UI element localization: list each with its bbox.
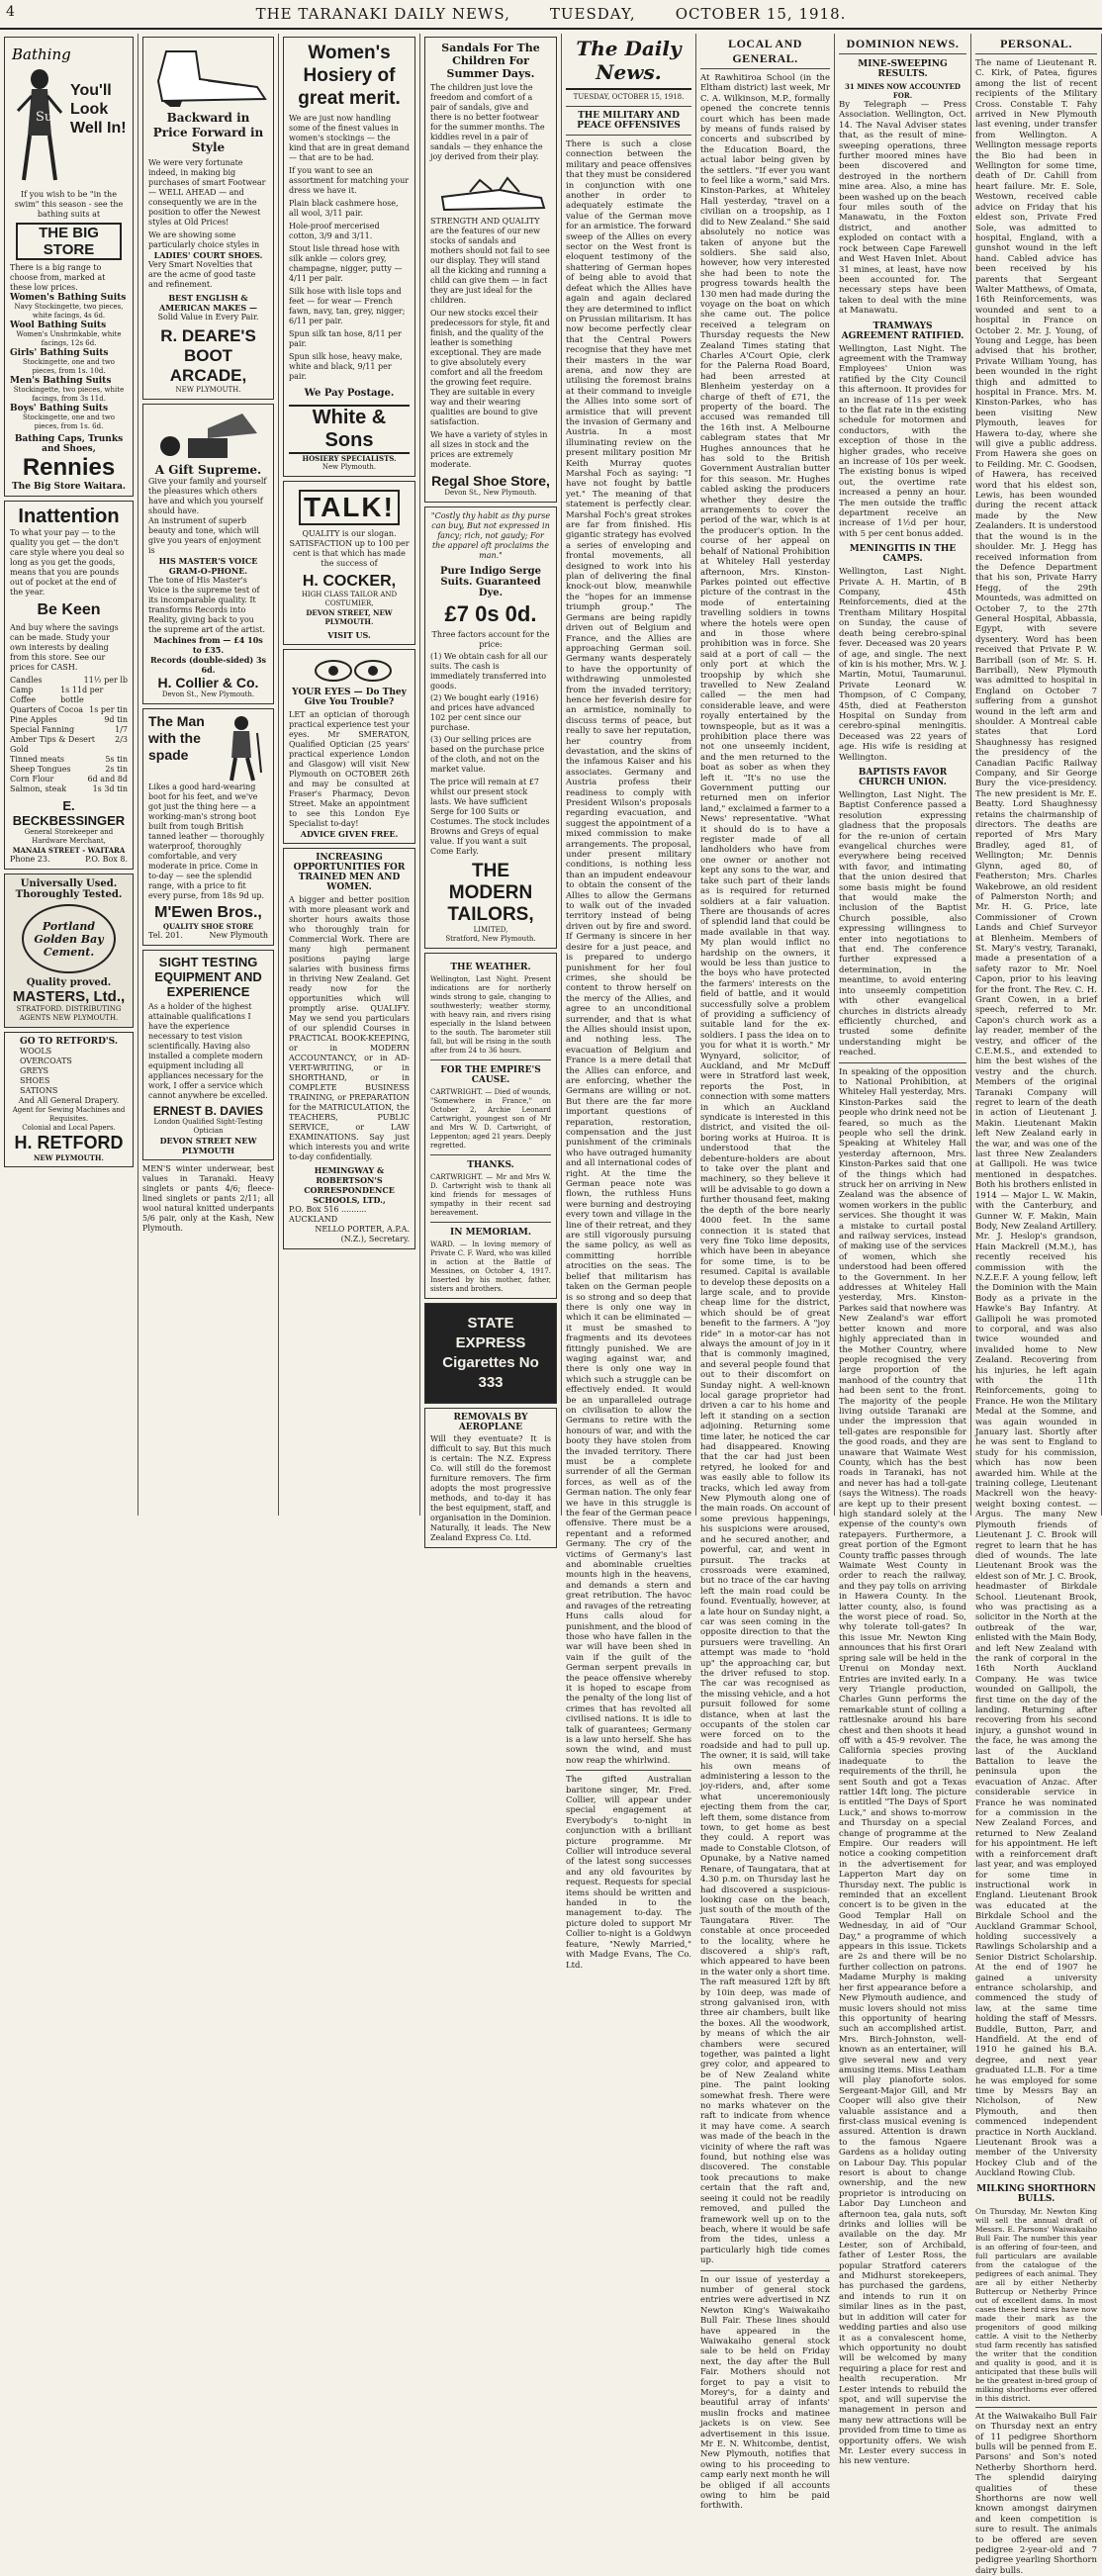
column-1 (0, 34, 138, 1516)
dominion-news-heading: DOMINION NEWS. (839, 37, 966, 54)
factor-item: (3) Our selling prices are based on the purchase price of the cloth, and not on the market value. (430, 735, 545, 774)
white-place: New Plymouth. (321, 463, 377, 471)
davies-name: ERNEST B. DAVIES (152, 1104, 264, 1118)
gramophone-illustration (148, 409, 275, 463)
bathing-suits-ad (4, 37, 134, 497)
masthead: The Daily News. (566, 37, 691, 90)
list-item: Women's Bathing Suits Navy Stockingette, two pieces, white facings, 4s 6d. (10, 293, 127, 320)
cocker-ad (283, 481, 415, 645)
sight-heading: SIGHT TESTING EQUIPMENT AND EXPERIENCE (154, 955, 262, 999)
modern-sub: LIMITED, (473, 926, 508, 934)
solid-value: Solid Value in Every Pair. (157, 313, 259, 322)
retford-list: WOOLS OVERCOATS GREYS SHOES SATIONS (20, 1047, 72, 1095)
beckbessinger-name: E. BECKBESSINGER (12, 798, 126, 828)
modern-place: Stratford, New Plymouth. (445, 935, 536, 943)
quality-proved: Quality proved. (26, 977, 112, 988)
rennies-sub: The Big Store Waitara. (11, 482, 127, 492)
empire-text: CARTWRIGHT. — Died of wounds, "Somewhere in France," on October 2, Archie Leonard Cartwright, youngest son of Mr and Mrs W. D. Cartwright, of Leppenton; aged 21 years. Deeply regretted. (430, 1088, 551, 1150)
hosiery-ad (283, 37, 415, 477)
sandals-ad (424, 37, 557, 503)
mewen-contact: Tel. 201. New Plymouth (148, 931, 268, 940)
column-2 (138, 34, 279, 1516)
swim-note: If you wish to be "in the swim" this season - see the bathing suits at (14, 190, 124, 219)
bathing-items-list (10, 293, 128, 431)
white-sub: HOSIERY SPECIALISTS. (302, 454, 397, 463)
showing-text: We are showing some particularly choice styles in (148, 230, 260, 249)
column-7-dominion (835, 34, 971, 2467)
be-keen-text: And buy where the savings can be made. Study your own interests by dealing from this store. See our prices for CASH. (10, 623, 119, 672)
modern-tailors-ad (424, 506, 557, 949)
gift-heading: A Gift Supreme. (154, 463, 262, 477)
removals-heading: REMOVALS BY AEROPLANE (453, 1413, 528, 1432)
editorial-text: There is such a close connection between the military and peace offensives that they must be considered in conjunction with one another in order to adequately estimate the value of the German move for an armistice. The forward sweep of the Allies on every sector on the West front is eloquent testimony of the shattering of German hopes of being able to avoid that defeat which the Allies have again and again declared they are determined to inflict on Prussian militarism. It has now become perfectly clear that the Central Powers recognise that they have met their masters in the war arena, and now they are utilising the foremost brains at their command to inveigle the Allies into some sort of armistice that will prevent the invasion of Germany and Austria. In a most illuminating review on the present military position Mr Keith Murray quotes Marshal Foch as saying: "I have not fought by battle yet." The meaning of that statement is perfectly clear. Marshal Foch's great strokes are far from finished. His gigantic strategy has evolved a series of enveloping and frontal movements, all designed to work into his plan of delivering the final knock-out blow, meanwhile the "hopes for an immense triumph group." The Germans are being rapidly driven out of Belgium and France, and the Allies are approaching German soil. Germany wants desperately to have the opportunity of withdrawing unmolested from the invaded territory; hence her feverish desire for an armistice, nominally to discuss terms of peace, but really to save her reputation, her country from devastation, and the skins of the infamous Kaiser and his associates. Germany and Austria profess their readiness to comply with President Wilson's proposals regarding evacuation, and suggest the appointment of a mixed commission to make arrangements. The proposal, under present military conditions, is nothing less than an impudent endeavour to obtain the consent of the Allies to allow the Germans to walk out of the invaded territory instead of being driven out by fire and sword. If Germany is sincere in her desire for a just peace, and is prepared to undergo punishment for her foul crimes, she should be content to throw herself on the mercy of the Allies, and agree to an unconditional surrender, and that is what the Allies should insist upon, and nothing less. The evacuation of Belgium and France is a mere detail that the Allies can enforce, and are enforcing, whether the Germans are willing or not. But there are the far more important questions of reparation, restoration, compensation and the just punishment of the criminals who have outraged humanity and all international codes of right. At the time the German peace note was flown, the ruthless Huns were burning and destroying every town and village in the line of their retreat, and they are still vigorously pursuing the same policy, as well as committing horrible atrocities on the seas. The belief that militarism has taken on the German people is so strong and so deep that there is only one way in which it can be eliminated — it must be smashed to fragments and its devotees fittingly punished. We are waging against war, and there is only one way in which such a struggle can be effectively ended. It would be an unparalleled outrage on civilisation to allow the Germans to retire with the honours of war, and with the booty they have stolen from the invaded territory. There must be a complete surrender of all the German forces, as well as of the German nation. The only fear we have in this struggle is the fear of the German peace offensive. There must be a repentant and a reformed Germany. The cry of the victims of Germany's last and abominable cruelties mounts high in the heavens, and demands a stern and great retribution. The havoc and ravages of the retreating Huns calls aloud for punishment, and the blood of those who have fallen in the war will have been shed in vain if the guilt of the German serpent prevails in the peace offensive whereby it is hoped to escape from the penalty of the long list of crimes that has revolted all civilised nations. It is idle to talk of guarantees; Germany is a law unto herself. She has sown the wind, and must now reap the whirlwind. (566, 139, 691, 1766)
styles-text: Our new stocks excel their predecessors for style, fit and finish, and the quality of the leather is something exceptional. They are made to give absolutely every comfort and all the freedom the growing feet require. They are suitable in every way and their wearing qualities are bound to give satisfaction. (430, 309, 550, 426)
deare-ad (142, 37, 274, 400)
list-item: Corn Flour 6d and 8d (10, 775, 128, 783)
regal-name: Regal Shoe Store, (431, 473, 550, 489)
retford-go: GO TO RETFORD'S. (20, 1037, 118, 1047)
range-note: There is a big range to choose from, marked at these low prices. (10, 263, 106, 292)
list-item: Boys' Bathing Suits Stockingette, one and two pieces, from 1s. 6d. (10, 404, 116, 430)
list-item: Spun silk tan hose, 8/11 per pair. (289, 329, 402, 348)
list-item: Pine Apples 9d tin (10, 715, 128, 724)
list-item: Candles 11½ per lb (10, 676, 128, 685)
cocker-place: DEVON STREET, NEW PLYMOUTH. (306, 608, 393, 626)
bathing-figure-illustration (10, 42, 71, 190)
masters-sub: STRATFORD. DISTRIBUTING AGENTS NEW PLYMOUTH. (16, 1005, 122, 1022)
spade-ad (142, 708, 274, 946)
retford-papers: Colonial and Local Papers. (22, 1124, 116, 1132)
list-item: Amber Tips & Desert Gold 2/3 (10, 735, 128, 754)
beck-sub: General Storekeeper and Hardware Merchant, (24, 828, 114, 845)
column-3 (279, 34, 420, 1516)
sandal-illustration (430, 162, 559, 217)
issue-day: TUESDAY, (549, 5, 636, 23)
hemingway-box: P.O. Box 516 .......... AUCKLAND (289, 1205, 367, 1224)
collier-concert-text: The gifted Australian baritone singer, Mr. Fred. Collier, will appear under special engagement at Everybody's to-night in conjunction with a brilliant picture programme. Mr Collier will introduce several of the latest song successes and any old favourites by request. Requests for special items should be written and handed in to the management to-day. The picture doled to support Mr Collier to-night is a Goldwyn feature, "Newly Married," with Madge Evans, The Co. Ltd. (566, 1775, 691, 1971)
beck-place: MANAIA STREET - WAITARA (12, 846, 126, 855)
suit-price: £7 0s 0d. (444, 601, 537, 626)
opps-heading: INCREASING OPPORTUNITIES FOR TRAINED MEN AND WOMEN. (293, 853, 406, 892)
list-item: Tinned meats 5s tin (10, 755, 128, 764)
factor-item: (1) We obtain cash for all our suits. The cash is immediately transferred into goods. (430, 652, 548, 690)
retford-place: NEW PLYMOUTH. (34, 1153, 104, 1162)
eyes-heading: YOUR EYES — Do They Give You Trouble? (292, 688, 407, 707)
retford-drapery: And All General Drapery. (18, 1096, 120, 1105)
machines-price: Machines from — £4 10s to £35. (153, 635, 263, 655)
memoriam-heading: IN MEMORIAM. (450, 1228, 531, 1238)
list-item: Girls' Bathing Suits Stockingette, one and two pieces, from 1s. 10d. (10, 348, 116, 375)
deare-place: NEW PLYMOUTH. (175, 386, 241, 394)
column-6-local (696, 34, 835, 2512)
weather-heading: THE WEATHER. (450, 963, 531, 972)
strength-text: STRENGTH AND QUALITY are the features of our new stocks of sandals and mothers should not fail to see our display. They will stand all the kicking and running a child can give them — in fact they are just ideal for the children. (430, 217, 550, 305)
portland-cement-logo: Portland Golden Bay Cement. (22, 904, 116, 973)
list-item: Stout lisle thread hose with silk ankle — colors grey, champagne, nigger, putty — 4/11 per pair. (289, 244, 403, 283)
inattention-heading: Inattention (18, 506, 120, 527)
milking-text: On Thursday, Mr. Newton King will sell the annual draft of Messrs. E. Parsons' Waiwakaiho Bull Fair. The number this year is an offering of four-teen, and full particulars are available from the catalogue of the pedigrees of each animal. They are all by either Netherby Buttercup or Netherby Prince out of excellent dams. In most cases these herd sires have now made their mark as the progenitors of good milking cattle. A visit to the Netherby stud farm recently has satisfied the writer that the condition and quality is good, and it is anticipated that these bulls will be the greatest in-bred group of milking shorthorns ever offered in this district. (975, 2206, 1097, 2403)
column-4 (420, 34, 562, 1542)
editorial-date: TUESDAY, OCTOBER 15, 1918. (573, 93, 685, 101)
visit-us: VISIT US. (327, 630, 371, 640)
cement-ad (4, 874, 134, 1028)
davies-place: DEVON STREET NEW PLYMOUTH (159, 1136, 257, 1155)
used-tested: Universally Used. Thoroughly Tested. (15, 878, 123, 900)
talk-text: QUALITY is our slogan. SATISFACTION up to 100 per cent is that which has made the success of (289, 529, 410, 568)
mine-text: By Telegraph — Press Association. Wellington, Oct. 14. The Naval Adviser states that, as the result of mine-sweeping operations, three further moored mines have been discovered and destroyed in the northern mine area. Also, a mine has been washed up on the beach four miles south of the Manawatu, in the Foxton district, and another exploded on contact with a rock between Cape Farewell and West Haven Inlet. About 31 mines, at least, have now been accounted for. The necessary steps have been taken to deal with the mine at Manawatu. (839, 100, 966, 317)
variety-text: We have a variety of styles in all sizes in stock and the prices are extremely moderate. (430, 430, 548, 469)
backward-text: We were very fortunate indeed, in making big purchases of smart Footwear — WELL AHEAD — and consequently we are in the position to offer the Newest styles at Old Prices! (148, 158, 266, 227)
baptist-heading: BAPTISTS FAVOR CHURCH UNION. (858, 767, 948, 787)
list-item: Sheep Tongues 2s tin (10, 765, 128, 774)
beck-contact: Phone 23. P.O. Box 8. (10, 855, 128, 864)
retford-machines: Agent for Sewing Machines and Requisites. (12, 1106, 126, 1123)
sandals-heading: Sandals For The Children For Summer Days. (441, 42, 540, 80)
list-item: Silk hose with lisle tops and feet — for wear — French fawn, navy, tan, grey, nigger; 6/11 per pair. (289, 287, 406, 325)
removals-ad (424, 1408, 557, 1548)
records-price: Records (double-sided) 3s 6d. (149, 655, 267, 675)
personal-text: The name of Lieutenant R. C. Kirk, of Patea, figures among the list of recent recipients of the Military Cross. Constable T. Fahy arrived in New Plymouth last evening, under transfer from Wellington. A Wellington message reports the Bio had been in Wellington for some time, death of Dr. Cahill from heart failure. Mr. E. Sole, Westown, received cable advice on Friday that his eldest son, Private Fred Sole, was admitted to hospital, England, with a gunshot wound in the left hand. Cabled advice has been received by his parents that Sergeant Walter Matthews, of Omata, 16th Reinforcements, was wounded and sent to a hospital in France on October 2. Mr. J. Young, of Young and Legge, has been advised that his brother, Private William Young, has been wounded in the right thigh and admitted to hospital in France. Mrs. M. Kinston-Parkes, who has been visiting New Plymouth, leaves for Hawera to-day, where she will give a public address. From Hawera she goes on to Feilding. Mr. C. Goodsen, of Hawera, has received word that his eldest son, Lewis, has been wounded during the recent attack made by the New Zealanders. It is understood that the wound is in the shoulder. Mr. J. Hegg has received information from the Defence Department that his son, Private Harry Hegg, of the 29th Mounteds, was admitted on October 7, to the 27th General Hospital, Abbassia, Egypt, with severe dysentery. Word has been received that Private P. W. Barriball (son of Mr. S. H. Barriball), New Plymouth was admitted to hospital in England on October 7 suffering from a gunshot wound in the left arm and shoulder. A Montreal cable states that Lord Shaughnessy has resigned the presidency of the Canadian Pacific Railway Company, and Sir George Bury the vice-presidency. The new president is Mr. E. Beatty. Lord Shaughnessy retains the chairmanship of directors. The deaths are reported of Mrs Mary Bradley, aged 81, of Wellington; Mr. Dennis Glynn, aged 80, of Featherston; Mrs. Charles Wakebrowe, an old resident of Palmerston North; and Mr. H. G. Price, late Commissioner of Crown Lands and Chief Surveyor at Blenheim. Members of St. Mary's vestry, Taranaki, made a presentation of a safety razor to Mr. Noel Capon, prior to his leaving for the front. The Rev. C. H. Grant Cowen, in a brief speech, referred to Mr. Capon's church work as a lay reader, member of the vestry, and officer of the C.E.M.S., and extended to him the best wishes of the vestry and the church. Members of the original Taranaki Company will regret to learn of the death in action of Lieutenant J. Makin. Lieutenant Makin left New Zealand early in the war, and was one of the last three New Zealanders at Gallipoli. He was twice mentioned in despatches. Both his brothers enlisted in 1914 — Major L. W. Makin, with the Canterbury, and Gunner W. F. Makin, Main Body, New Zealand Artillery. Mr. J. Heslop's grandson, Hain Mackrell (M.M.), has recently received his commission with the N.Z.E.F. A young fellow, left the Dominion with the Main Body as a private in the Hawke's Bay Infantry. At Gallipoli he was promoted to corporal, and was also twice wounded and invalided home to New Zealand. Recovering from his injuries, he left again with the 11th Reinforcements, going to France. He won the Military Medal at the Somme, and was again wounded in January last. Shortly after he was sent to England to study for his commission, which has now been awarded him. While at the training college, Lieutenant Mackrell won the heavy-weight boxing contest. — Argus. The many New Plymouth friends of Lieutenant J. C. Brook will regret to learn that he has died of wounds. The late Lieutenant Brook was the eldest son of Mr. J. C. Brook, headmaster of Birkdale School. Lieutenant Brook, who was practising as a solicitor in the North at the outbreak of the war, enlisted with the Main Body, and left New Zealand with the rank of corporal in the 16th North Auckland Company. He was twice wounded on Gallipoli, the first time on the day of the landing. Returning after recovering from his second injury, a gunshot wound in the face, he was among the last of the Auckland Battalion to leave the peninsula upon the evacuation of Anzac. After considerable service in France he was nominated for a commission in the New Zealand Forces, and returned to New Zealand for his appointment. He left with a reinforcement draft last year, and was employed for some time in instructional work in England. Lieutenant Brook was educated at the Birkdale School and the Auckland Grammar School, holding successively a Rawlings Scholarship and a Senior District Scholarship. At the end of 1907 he gained a university entrance scholarship, and commenced the study of law, at the same time holding the staff of Messrs. Buddle, Button, Parr, and Handfield. At the end of 1910 he gained his B.A. degree, and next year graduated LL.B. For a time he was employed for some time by Messrs Bay an Nicholson, of New Plymouth, and then commenced independent practice in North Auckland. Lieutenant Brook was a member of the University Hockey Club and of the Auckland Rowing Club. (975, 58, 1097, 2179)
sight-testing-ad (142, 950, 274, 1160)
editorial-title: THE MILITARY AND PEACE OFFENSIVES (577, 111, 681, 131)
inattention-text: To what your pay — to the quality you get — the don't care style where you deal so long as you get the goods, means that you are pounds out of pocket at the end of the year. (10, 528, 125, 597)
tram-heading: TRAMWAYS AGREEMENT RATIFIED. (841, 321, 964, 341)
ladies-court: LADIES' COURT SHOES. (153, 250, 263, 260)
local-general-heading: LOCAL AND GENERAL. (700, 37, 830, 69)
thanks-text: CARTWRIGHT. — Mr and Mrs W. D. Cartwright wish to thank all kind friends for messages of sympathy in their recent sad bereavement. (430, 1173, 551, 1217)
list-item: Plain black cashmere hose, all wool, 3/11 pair. (289, 199, 399, 218)
opps-text: A bigger and better position with more pleasant work and shorter hours awaits those who thoroughly train for Commercial Work. There are many high permanent positions paying large salaries with business firms in thriving New Zealand. Get ready now for the opportunities which will promptly arise. QUALIFY. May we send you particulars of our splendid Courses in PRACTICAL BOOK-KEEPING, or in MODERN ACCOUNTANCY, or in AD-VERT-WRITING, or in SHORTHAND, or in COMPLETE BUSINESS TRAINING, or PREPARATION for the MATRICULATION, the TEACHERS, PUBLIC SERVICE, or LAW EXAMINATIONS. Say just which interests you and write to-day confidentially. (289, 895, 410, 1161)
gift-instrument: An instrument of superb beauty and tone, which will give you years of enjoyment is (148, 516, 261, 555)
gramophone-ad (142, 404, 274, 704)
local-events-text: In our issue of yesterday a number of general stock entries were advertised in NZ Newton King's Waiwakaiho Bull Fair. These lines should have appeared in the Waiwakaiho general stock sale to be held on Friday next, the day after the Bull Fair. Mothers should not forget to pay a visit to Morey's, for a dainty and beautiful array of infants' muslin frocks and matinee jackets is on view. See advertisement in this issue. Mr E. N. Whitcombe, dentist, New Plymouth, notifies that owing to his proceeding to camp early next month he will be obliged if all accounts owing to him be paid forthwith. (700, 2274, 830, 2512)
spade-man-illustration (214, 713, 268, 782)
page-number: 4 (6, 4, 16, 20)
hosiery-heading: Women's Hosiery of great merit. (298, 43, 401, 109)
retford-ad (4, 1032, 134, 1167)
novelties-text: Very Smart Novelties that are the acme of good taste and refinement. (148, 260, 256, 289)
inattention-ad (4, 501, 134, 870)
weather-text: Wellington, Last Night. Present indications are for northerly winds strong to gale, changing to southwesterly; weather stormy, with heavy rain, and rivers rising especially in the Island between to the south. The barometer still fall, but will be rising in the south after from 24 to 36 hours. (430, 975, 551, 1055)
postage-note: We Pay Postage. (304, 388, 395, 399)
list-item: Hole-proof mercerised cotton, 3/9 and 3/11. (289, 222, 380, 240)
spade-text: Likes a good hard-wearing boot for his feet, and we've got just the thing here — a working-man's strong boot built from tough British tanned leather — thoroughly waterproof, thoroughly comfortable, and very moderate in price. Come in to-day — see the splendid range, with a price to fit every purse, from 18s 9d up. (148, 782, 265, 900)
eyes-icon (289, 654, 417, 688)
modern-tailors-name: THE MODERN TAILORS, (447, 861, 534, 925)
rennies-logo: Rennies (22, 454, 116, 481)
mine-subheading: 31 MINES NOW ACCOUNTED FOR. (844, 82, 961, 100)
state-express-ad (424, 1303, 557, 1404)
backward-heading: Backward in Price Forward in Style (152, 111, 264, 154)
svg-text:Bathing: Bathing (12, 46, 71, 63)
list-item: Men's Bathing Suits Stockingette, two pieces, white facings, from 3s 11d. (10, 376, 125, 403)
underwear-ad: MEN'S winter underwear, best values in Taranaki. Heavy singlets or pants 4/6; fleece-lined singlets or pants 2/11; all wool natural knitted underpants 5/6 pair, only at the Kash, New Plymouth. (142, 1164, 274, 1233)
davies-sub: London Qualified Sight-Testing Optician (153, 1118, 263, 1135)
nello-porter: NELLO PORTER, A.P.A. (N.Z.), Secretary. (315, 1225, 410, 1243)
spade-heading: The Man with the spade (148, 713, 205, 763)
be-keen-heading: Be Keen (37, 601, 101, 618)
column-5-editorial (562, 34, 696, 1971)
list-item: Special Fanning 1/7 (10, 725, 128, 734)
page-header (0, 0, 1102, 30)
masters-name: MASTERS, Ltd., (12, 988, 126, 1005)
shoe-illustration (148, 42, 275, 111)
list-item: Salmon, steak 1s 3d tin (10, 784, 128, 793)
youll-look-well: You'll Look Well In! (70, 82, 127, 137)
talk-heading: TALK! (299, 490, 400, 525)
removals-text: Will they eventuate? It is difficult to say. But this much is certain: The N.Z. Express Co. will still do the foremost furniture removers. The firm adopts the most progressive methods, and to-day it has the best equipment, staff, and organisation in the Dominion. Naturally, it leads. The New Zealand Express Co. Ltd. (430, 1434, 551, 1542)
costly-quote: "Costly thy habit as thy purse can buy, But not expressed in fancy; rich, not gaudy; For the apparel oft proclaims the man." (430, 511, 551, 560)
thanks-heading: THANKS. (467, 1160, 514, 1170)
hose-list (289, 199, 410, 382)
list-item: Spun silk hose, heavy make, white and black, 9/11 per pair. (289, 352, 403, 381)
list-item: Camp Coffee 1s 11d per bottle (10, 686, 104, 704)
big-store-logo: THE BIG STORE (16, 223, 122, 260)
sandals-text: The children just love the freedom and comfort of a pair of sandals, give and there is no better footwear for the summer months. The kiddies revel in a pair of sandals — they enhance the joy derived from their play. (430, 83, 545, 161)
mewen-sub: QUALITY SHOE STORE (162, 922, 254, 931)
memoriam-text: WARD. — In loving memory of Private C. F. Ward, who was killed in action at the Battle of Messines, on October 4, 1917. Inserted by his mother, father, sisters and brothers. (430, 1241, 551, 1293)
list-item: Quarters of Cocoa 1s per tin (10, 705, 128, 714)
tram-text: Wellington, Last Night. The agreement with the Tramway Employees' Union was ratified by the City Council this afternoon. It provides for an increase of 11s per week to the flat rate in the existing schedule for motormen and conductors, with the exception of those in the higher grades, who receive an increase of 10s per week. The existing bonus is wiped out, the overtime rate increased a penny an hour. The men outside the traffic department receive an increase of 1½d per hour, with 5 per cent bonus added. (839, 343, 966, 539)
price-list (10, 676, 128, 794)
issue-date: OCTOBER 15, 1918. (675, 5, 847, 23)
mine-heading: MINE-SWEEPING RESULTS. (858, 59, 948, 79)
retford-name: H. RETFORD (14, 1133, 124, 1152)
match-text: If you want to see an assortment for matching your dress we have it. (289, 166, 410, 195)
empire-heading: FOR THE EMPIRE'S CAUSE. (440, 1065, 541, 1085)
camp-heading: MENINGITIS IN THE CAMPS. (849, 544, 957, 565)
eye-test-ad (283, 649, 415, 844)
caps-trunks: Bathing Caps, Trunks and Shoes, (14, 434, 124, 454)
personal-heading: PERSONAL. (975, 37, 1097, 54)
cocker-sub: HIGH CLASS TAILOR AND COSTUMIER, (301, 591, 398, 607)
column-8-personal (971, 34, 1102, 2576)
milking-heading: MILKING SHORTHORN BULLS. (976, 2183, 1096, 2204)
cocker-name: H. COCKER, (302, 573, 397, 590)
paper-name: THE TARANAKI DAILY NEWS, (255, 5, 510, 23)
mewen-name: M'Ewen Bros., (154, 904, 262, 921)
sight-text: As a holder of the highest attainable qualifications I have the experience necessary to test vision scientifically. Having also installed a complete modern equipment including all appliances necessary for the work, I offer a service which cannot anywhere be excelled. (148, 1002, 268, 1100)
dominion-misc-text: In speaking of the opposition to National Prohibition, at Whiteley Hall yesterday, Mrs. Kinston-Parkes said the people who drink need not be feared, so much as the people who sell the drink. Speaking at Whiteley Hall yesterday afternoon, Mrs. Kinston-Parkes said that one of the things which had struck her on arriving in New Zealand was the absence of women workers in the public services. She thought it was a mistake to curtail postal and railway services, instead of making use of the services of women, which she understood had been offered to the Government. In her addresses at Whiteley Hall yesterday, Mrs. Kinston-Parkes said that nowhere was New Zealand's war effort better known and more highly appreciated than in the Mother Country, where people recognised the very large proportion of the manhood of the country that had been sent to the front. The majority of the people living outside Taranaki are under the impression that tell-gates are responsible for the good roads, and they are unaware that Waimate West County, which has the best roads in Taranaki, has not and never has had a toll-gate (says the Witness). The roads are kept up to their present high standard solely at the expense of the county's own ratepayers. Furthermore, a great portion of the Egmont County traffic passes through Waimate West County in order to reach the railway, and they pay tolls on arriving in Hawera County. In the latter county, also, is found the worst piece of road. So, why tolerate toll-gates? In this issue Mr. Newton King announces that his first Orari spring sale will be held in the Urenui on Monday next. Entries are invited early. In a very Triangle production, Charles Gunn performs the remarkable stunt of colling a rattlesnake around his bare chest and then shoots it head off with a 45-9 revolver. The California species proving inadequate to the requirements of the thrill, he sent South and got a Texas rattler 14ft long. The picture is entitled "The Days of Sport Luck," and shows to-morrow and Thursday on a special change of programme at the Empire. Our readers will notice a cooking competition in the advertisement for Lapperton Mart day on Thursday next. The public is reminded that an excellent concert is to be given in the Good Templar Hall on Wednesday, in aid of "Our Day," a programme of which appears in this issue. Tickets are 2s and there will be no further collection on patrons. Madame Murphy is making her first appearance before a New Plymouth audience, and music lovers should not miss this opportunity of hearing such an accomplished artist. Mrs. Birch-Johnston, well-known as an entertainer, will give several new and very amusing items. Miss Leatham will play pianoforte solos. Sergeant-Major Gill, and Mr Cooper will also give their valuable assistance and a first-class musical evening is assured. Attention is drawn to the famous Ngaere Gardens as a holiday outing on Labour Day. This popular resort is about to change ownership, and the new proprietor is introducing on Labor Day Luncheon and afternoon tea, gala nuts, soft drinks and lollies will be available on the day. Mr Lester, son of Archibald, father of Lester Ross, the popular Stratford caterers and Midhurst storekeepers, has purchased the gardens, and intends to run it on similar lines as in the past, but in addition will cater for wedding parties and also use it as a convalescent home, which opportunity no doubt will be welcomed by many requiring a place for rest and health recuperation. Mr Lester intends to rebuild the spot, and will supervise the management in person and many new attractions will be provided from time to time as opportunity offers. We wish Mr. Lester every success in his new venture. (839, 1066, 966, 2467)
collier-name: H. Collier & Co. (157, 675, 259, 690)
factor-item: (2) We bought early (1916) and prices have advanced 102 per cent since our purchase. (430, 693, 539, 732)
deare-name: R. DEARE'S BOOT ARCADE, (160, 326, 256, 385)
camp-text: Wellington, Last Night. Private A. H. Martin, of B Company, 45th Reinforcements, died at the Trentham Military Hospital on Sunday, the cause of death being cerebro-spinal fever. Deceased was 20 years of age, and single. The next of kin is his mother, Mrs. W. J. Martin, Motui, Taumarunui. Private Leonard W. Thompson, of C Company, 45th, died at Featherston Hospital on Sunday from cerebro-spinal meningitis. Deceased was 22 years of age. His wife is residing at Wellington. (839, 567, 966, 763)
hosiery-text: We are just now handling some of the finest values in women's stockings — the kind that are in great demand — that are to be had. (289, 114, 410, 162)
correspondence-school-ad (283, 848, 415, 1249)
collier-place: Devon St., New Plymouth. (161, 690, 255, 698)
notices-box (424, 953, 557, 1299)
list-item: Wool Bathing Suits Women's Unshrinkable, white facings, 12s 6d. (10, 321, 122, 347)
gift-text: Give your family and yourself the pleasures which others have and which you yourself should have. (148, 477, 267, 515)
factors-text: Three factors account for the price: (431, 630, 550, 649)
regal-place: Devon St., New Plymouth. (444, 489, 537, 497)
bull-fair-text: At the Waiwakaiho Bull Fair on Thursday next an entry of 11 pedigree Shorthorn bulls will be penned from E. Parsons' and Son's noted Netherby Shorthorn herd. The splendid dairying qualities of these Shorthorns are now well known amongst dairymen and keen competition is sure to result. The animals to be offered are seven pedigree 2-year-old and 7 pedigree yearling Shorthorn dairy bulls. (975, 2411, 1097, 2576)
svg-text:Suits: Suits (36, 110, 69, 125)
state-express-logo: STATE EXPRESS Cigarettes No 333 (442, 1315, 539, 1391)
best-makes: BEST ENGLISH & AMERICAN MAKES — (159, 293, 257, 313)
baptist-text: Wellington, Last Night. The Baptist Conference passed a resolution expressing gladness that the proposals for the re-union of certain evangelical churches were everywhere being received with favor, and intimating that the union desired that some basis might be found that would make the inclusion of the Baptist Church possible, also expressing willingness to enter into negotiations to that end. The conference further expressed a determination, in the meantime, to avoid entering into unseemly competition with other evangelical churches in districts already efficiently churched, and trusted some definite understanding might be reached. (839, 789, 966, 1058)
remain-text: The price will remain at £7 whilst our present stock lasts. We have sufficient Serge for 100 Suits or Costumes. The stock includes Browns and Greys of equal value. If you want a suit Come Early. (430, 778, 550, 856)
hemingway-name: HEMINGWAY & ROBERTSON'S CORRESPONDENCE SCHOOLS, LTD., (304, 1165, 395, 1205)
hmv-name: HIS MASTER'S VOICE GRAM-O-PHONE. (158, 556, 258, 576)
eyes-text: LET an optician of thorough practical experience test your eyes. Mr SMERATON, Qualified Optician (25 years' practical experience London and Glasgow) will visit New Plymouth on OCTOBER 26th and may be consulted at Fraser's Pharmacy, Devon Street. Make an appointment to see this London Eye Specialist to-day! (289, 710, 410, 828)
local-general-text: At Rawhitiroa School (in the Eltham district) last week, Mr C. A. Wilkinson, M.P., formally opened the concrete tennis court which has been made by means of funds raised by concerts and subscribed by the Education Board, the actual labor being given by the settlers. "If ever you want to feel like a worm," said Mrs. Kinston-Parkes, at Whiteley Hall yesterday, "travel on a civilian on a troopship, as I did to New Zealand." She said absolutely no notice was taken of anyone but the soldiers. She said also, however, how very interested she had been to note the progress towards health the 130 men had made during the voyage on the boat on which she came out. The police received a telegram on Thursday requests the New Zealand Times stating that Charles A'Court Opie, clerk for the Palerna Road Board, had been arrested at Blenheim yesterday on a charge of theft of £71, the property of the board. The accused was remanded till the 16th inst. A Melbourne cablegram states that Mr Hughes announces that he has sold to the British Government Australian butter for this season. Mr. Hughes cabled asking the producers whether they desire the arrangements to cover the period of the war, which is at the producer's option. In the course of her appeal on behalf of National Prohibition at Whiteley Hall yesterday afternoon, Mrs. Kinston-Parkes pointed out effective picture of the contrast in the mode of entertaining travelling soldiers in towns where the hotels were open and in those where prohibition was in force. She said at a port of call — the only port at which the troopship by which she travelled to New Zealand called — the men had considerable leave, and were royally entertained by the townspeople, but as it was a prohibition place there was not one unseemly incident, and the men returned to the boat as sober as when they left it. "It's no use the Government putting our returned men on inferior land," exclaimed a farmer to a News' representative. "What it should do is to have a register made of all landholders who have from one owner or another not kept any sons to the war, and take such part of their lands as is required for returned soldiers at a fair valuation. There are thousands of acres of splendid land that could be made available in that way. My plan would inflict no hardship on the owners, it would be less than justice to the boys who have protected the farmers' interests on the field of battle, and it would successfully solve a problem of providing a sufficiency of suitable land for the ex-soldiers. I pass the idea on to you for what it is worth." Mr Wynyard, solicitor, of Auckland, and Mr McDuff were in Stratford last week, reports the Post, in connection with some matters in which an Auckland syndicate is interested in this district, and visited the oil-boring works at Huiroa. It is understood that the debenture-holders are about to take over the plant and machinery, so they believe it will be advisable to go down a further thousand feet, making the depth of the bore nearly 4000 feet. In the same connection it is stated that very fine Toko lime deposits, which have been in abeyance for some time, is to be resumed. Capital is available to develop these deposits on a large scale, and to provide cheap lime for the district, which should be of great benefit to the farmers. A "joy ride" in a motor-car has not always the amount of joy in it that is commonly imagined, and several people found that out to their discomfort on Sunday night. A well-known local garage proprietor had driven a car to his home and left it standing on a section adjoining. Returning some time later, he noticed the car had disappeared. Knowing that the car had just been retyred, he looked for and was easily able to follow its tracks, which led away from New Plymouth along one of the main roads. On account of some previous happenings, his suspicions were aroused, and he secured another, and powerful, car, and went in pursuit. The tracks at crossroads were examined, but no trace of the car having left the main road could be found. Eventually, however, at a late hour on Sunday night, a car was seen coming in the opposite direction to that the pursuers were travelling. An attempt was made to "hold up" the approaching car, but the driver refused to stop. The car was recognised as the missing vehicle, and a hot pursuit followed for some distance, when at last the occupants of the stolen car were forced on to the roadside and had to pull up. The owner, it is said, will take his own means of administering a lesson to the joy-riders, and, after some what unceremoniously ejecting them from the car, left them, some distance from town, to get home as best they could. A report was made to Constable Clotson, of Opunake, by a Native named Renare, of Taungatara, that at 4.30 p.m. on Thursday last he had discovered a suspicious-looking case on the beach, just south of the mouth of the Taungatara River. The constable at once proceeded to the locality, where he discovered a ship's raft, which appeared to have been in the water only a short time. The raft measured 12ft by 8ft by 10in deep, was made of strong galvanised iron, with three air chambers, built like the boxes. All the woodwork, by means of which the air chambers were secured together, was painted a light grey color, and appeared to be of New Zealand white pine. The paint looking somewhat fresh. There were no marks whatever on the raft to indicate from whence it may have come. A search was made of the beach in the vicinity of where the raft was found, but nothing else was discovered. The constable took precautions to make certain that the raft and, seeing it could not be readily removed, and pulled the framework well up on to the beach, where it would be safe from the tides, unless a particularly high tide comes up. (700, 73, 830, 2266)
pure-indigo: Pure Indigo Serge Suits. Guaranteed Dye. (440, 566, 541, 598)
advice-free: ADVICE GIVEN FREE. (300, 829, 399, 839)
white-sons-name: White & Sons (289, 405, 410, 454)
hmv-text: The tone of His Master's Voice is the supreme test of its incomparable quality. It transforms Records into Reality, giving back to you the supreme art of the artist. (148, 576, 265, 634)
